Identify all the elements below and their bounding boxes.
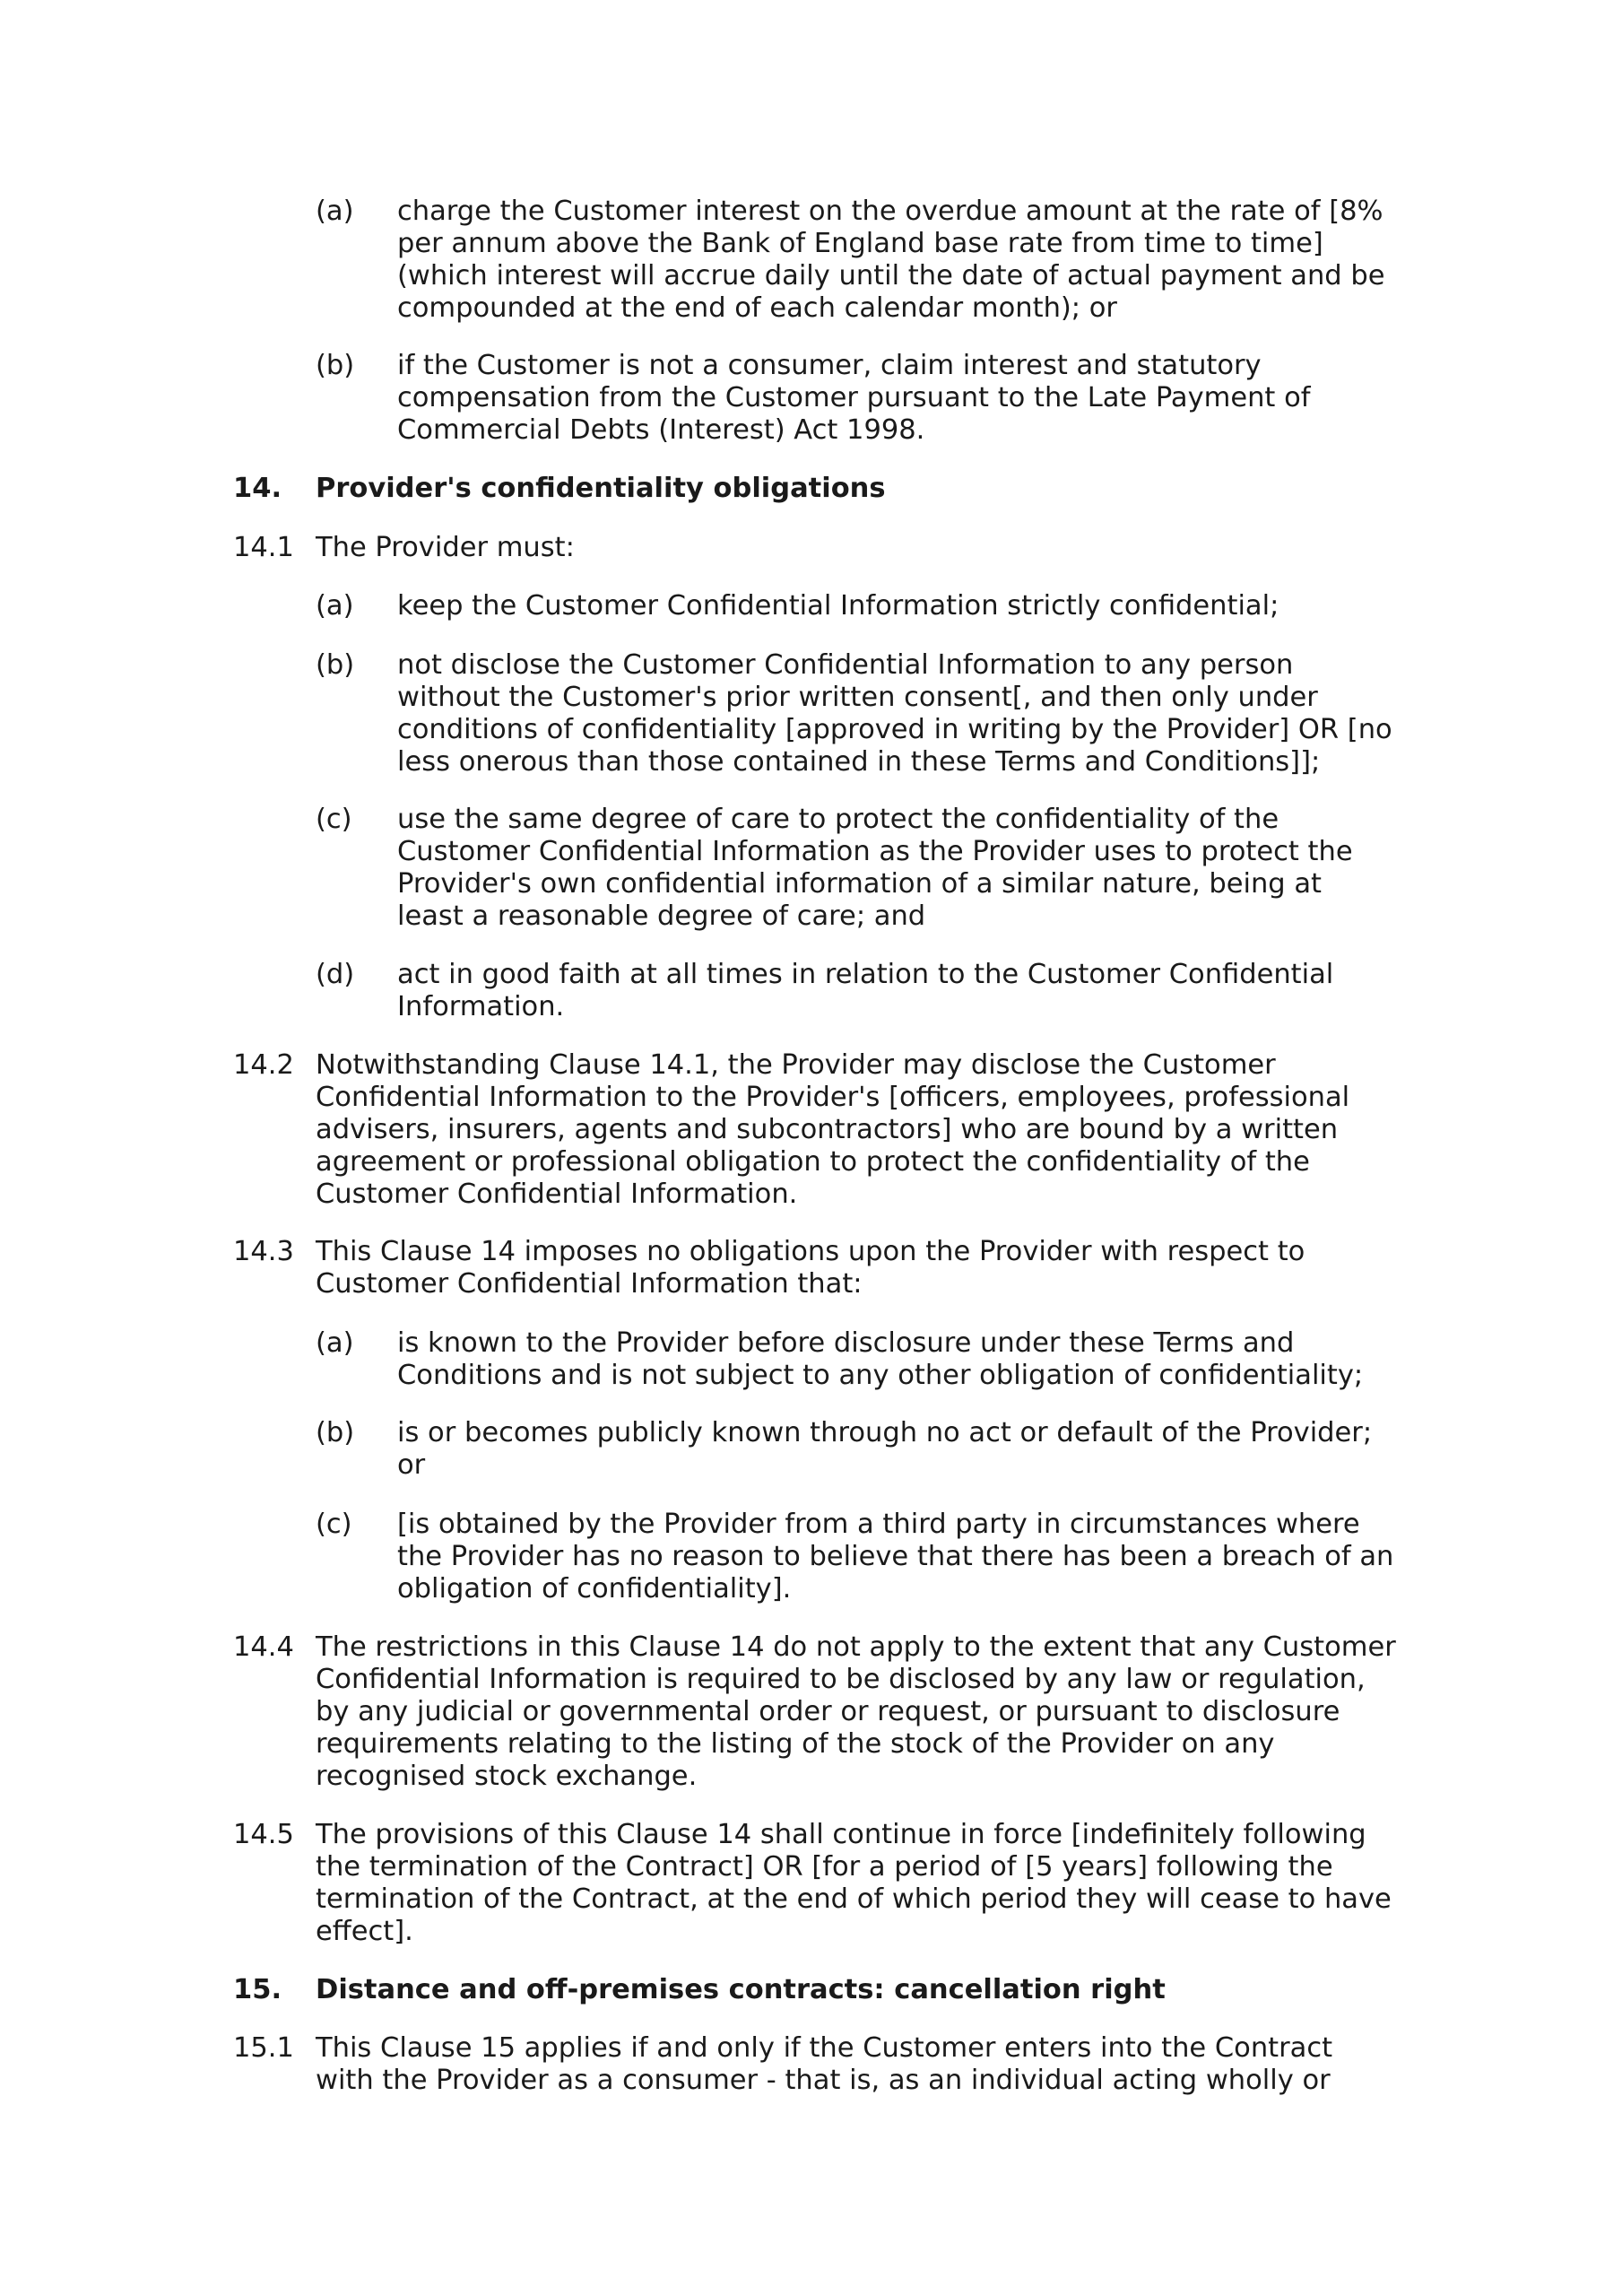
text-line: Notwithstanding Clause 14.1, the Provider may disclose the Customer xyxy=(316,1049,1276,1081)
text-line: per annum above the Bank of England base rate from time to time] xyxy=(397,228,1323,259)
text-line: is known to the Provider before disclosure under these Terms and xyxy=(397,1327,1295,1359)
text-line: The restrictions in this Clause 14 do not apply to the extent that any Customer xyxy=(316,1631,1396,1663)
text-line: Confidential Information to the Provider's [officers, employees, professional xyxy=(316,1082,1350,1113)
text-line: Information. xyxy=(397,991,565,1022)
text-line: The Provider must: xyxy=(316,532,575,563)
text-line: This Clause 14 imposes no obligations upon the Provider with respect to xyxy=(316,1236,1305,1267)
clause-number: 14.5 xyxy=(233,1819,294,1850)
text-line: advisers, insurers, agents and subcontractors] who are bound by a written xyxy=(316,1114,1339,1145)
text-line: conditions of confidentiality [approved in writing by the Provider] OR [no xyxy=(397,714,1392,745)
text-line: Confidential Information is required to be disclosed by any law or regulation, xyxy=(316,1664,1366,1695)
text-line: This Clause 15 applies if and only if the Customer enters into the Contract xyxy=(316,2032,1333,2064)
text-line: less onerous than those contained in these Terms and Conditions]]; xyxy=(397,746,1321,778)
clause-number: 15.1 xyxy=(233,2032,294,2064)
item-label: (d) xyxy=(316,959,355,990)
item-label: (c) xyxy=(316,1509,352,1540)
item-label: (a) xyxy=(316,196,354,227)
text-line: [is obtained by the Provider from a third party in circumstances where xyxy=(397,1509,1360,1540)
text-line: compensation from the Customer pursuant to the Late Payment of xyxy=(397,382,1311,413)
text-line: effect]. xyxy=(316,1916,413,1947)
text-line: act in good faith at all times in relation to the Customer Confidential xyxy=(397,959,1334,990)
section-heading: Provider's confidentiality obligations xyxy=(316,473,886,504)
section-number: 14. xyxy=(233,473,282,504)
text-line: not disclose the Customer Confidential Information to any person xyxy=(397,649,1294,681)
text-line: the Provider has no reason to believe that there has been a breach of an xyxy=(397,1541,1394,1572)
text-line: with the Provider as a consumer - that is, as an individual acting wholly or xyxy=(316,2065,1331,2096)
text-line: Customer Confidential Information that: xyxy=(316,1268,863,1300)
clause-number: 14.4 xyxy=(233,1631,294,1663)
text-line: by any judicial or governmental order or request, or pursuant to disclosure xyxy=(316,1696,1340,1727)
text-line: The provisions of this Clause 14 shall continue in force [indefinitely following xyxy=(316,1819,1366,1850)
text-line: requirements relating to the listing of the stock of the Provider on any xyxy=(316,1728,1275,1760)
text-line: or xyxy=(397,1449,426,1481)
item-label: (b) xyxy=(316,350,355,381)
text-line: obligation of confidentiality]. xyxy=(397,1573,792,1605)
item-label: (a) xyxy=(316,590,354,622)
section-number: 15. xyxy=(233,1974,282,2005)
text-line: charge the Customer interest on the overdue amount at the rate of [8% xyxy=(397,196,1383,227)
text-line: compounded at the end of each calendar month); or xyxy=(397,292,1117,324)
text-line: agreement or professional obligation to protect the confidentiality of the xyxy=(316,1146,1310,1178)
text-line: termination of the Contract, at the end of which period they will cease to have xyxy=(316,1883,1392,1915)
text-line: use the same degree of care to protect the confidentiality of the xyxy=(397,804,1279,835)
clause-number: 14.1 xyxy=(233,532,294,563)
text-line: keep the Customer Confidential Information strictly confidential; xyxy=(397,590,1279,622)
text-line: Conditions and is not subject to any other obligation of confidentiality; xyxy=(397,1360,1364,1391)
item-label: (b) xyxy=(316,1417,355,1448)
text-line: recognised stock exchange. xyxy=(316,1761,698,1792)
text-line: (which interest will accrue daily until the date of actual payment and be xyxy=(397,260,1385,291)
item-label: (c) xyxy=(316,804,352,835)
text-line: Customer Confidential Information. xyxy=(316,1178,798,1210)
text-line: least a reasonable degree of care; and xyxy=(397,900,926,932)
clause-number: 14.3 xyxy=(233,1236,294,1267)
text-line: Commercial Debts (Interest) Act 1998. xyxy=(397,414,925,446)
text-line: Customer Confidential Information as the Provider uses to protect the xyxy=(397,836,1353,867)
item-label: (a) xyxy=(316,1327,354,1359)
clause-number: 14.2 xyxy=(233,1049,294,1081)
text-line: the termination of the Contract] OR [for a period of [5 years] following the xyxy=(316,1851,1333,1883)
item-label: (b) xyxy=(316,649,355,681)
text-line: is or becomes publicly known through no act or default of the Provider; xyxy=(397,1417,1373,1448)
text-line: Provider's own confidential information of a similar nature, being at xyxy=(397,868,1323,900)
text-line: if the Customer is not a consumer, claim interest and statutory xyxy=(397,350,1262,381)
section-heading: Distance and off-premises contracts: cancellation right xyxy=(316,1974,1166,2005)
text-line: without the Customer's prior written consent[, and then only under xyxy=(397,682,1318,713)
